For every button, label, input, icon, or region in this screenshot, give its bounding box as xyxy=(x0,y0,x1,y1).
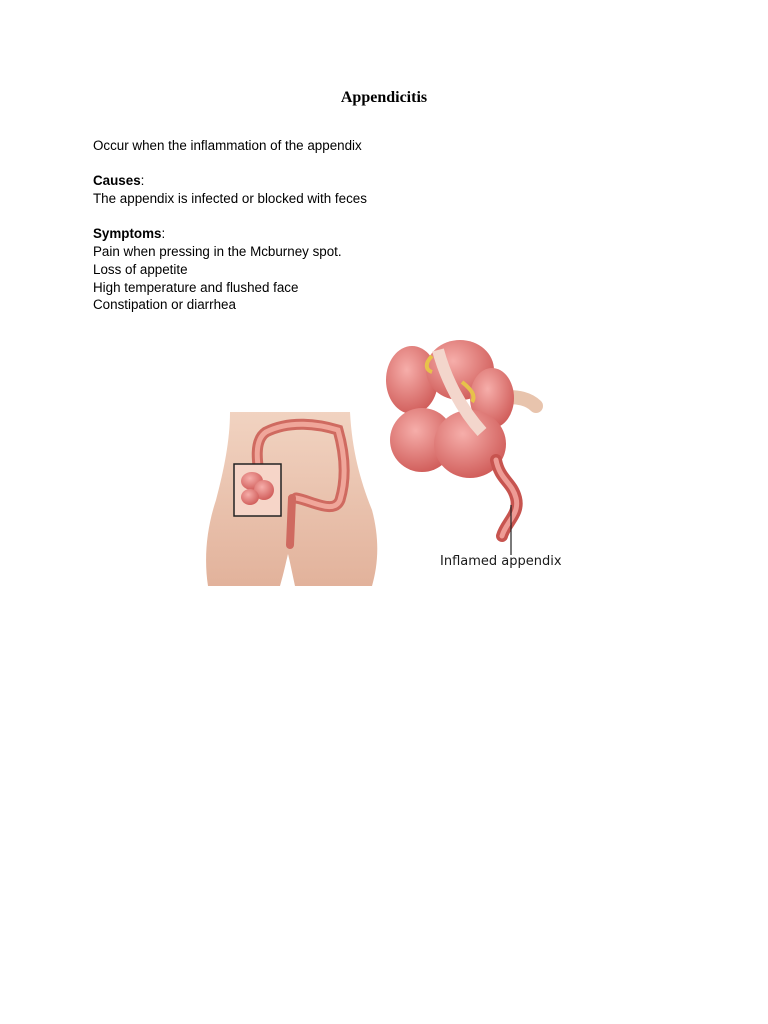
spacer xyxy=(93,155,693,173)
symptom-item: High temperature and flushed face xyxy=(93,279,299,295)
symptom-item: Loss of appetite xyxy=(93,261,188,277)
spacer xyxy=(93,208,693,226)
inflamed-appendix xyxy=(496,460,517,536)
symptoms-heading: Symptoms: xyxy=(93,226,166,242)
intro-text: Occur when the inflammation of the appendix xyxy=(93,138,362,153)
symptom-item: Constipation or diarrhea xyxy=(93,297,236,313)
page-title: Appendicitis xyxy=(340,89,428,106)
causes-heading-label: Causes xyxy=(93,173,141,189)
cecum-closeup xyxy=(386,340,536,478)
causes-item: The appendix is infected or blocked with feces xyxy=(93,191,367,207)
symptom-item: Pain when pressing in the Mcburney spot. xyxy=(93,244,342,260)
document-body xyxy=(93,137,693,314)
callout-label: Inflamed appendix xyxy=(440,554,562,569)
causes-heading: Causes: xyxy=(93,173,145,189)
symptoms-heading-label: Symptoms xyxy=(93,226,162,242)
